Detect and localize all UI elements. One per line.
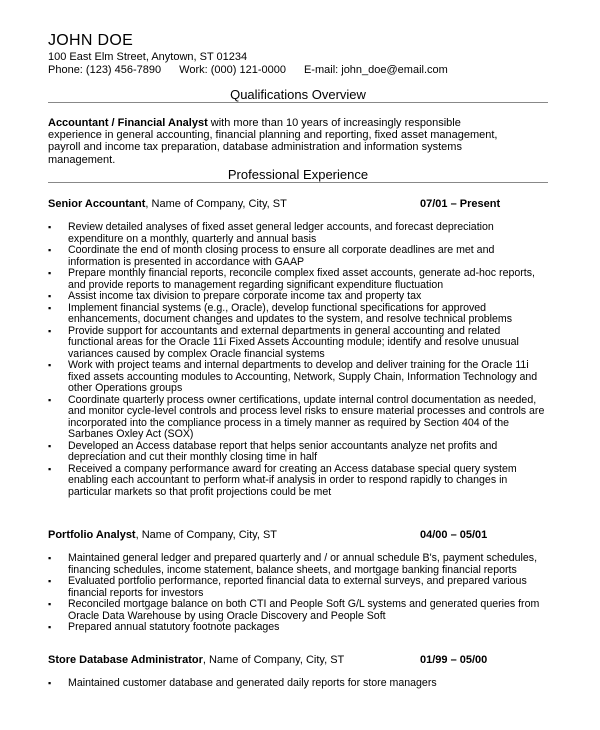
experience-heading: Professional Experience — [227, 167, 369, 182]
list-item: ▪ Review detailed analyses of fixed asset general ledger accounts, and forecast depreciation expenditure on a monthly, quarterly and annual basis — [48, 222, 548, 245]
list-item: ▪ Prepared annual statutory footnote packages — [48, 622, 548, 634]
list-item: ▪ Received a company performance award for creating an Access database special query system enabling each accountant to perform what-if analysis in order to respond rapidly to changes in particular markets so that profit projections could be met — [48, 464, 548, 499]
job-header — [48, 198, 548, 211]
contact-line — [48, 64, 448, 77]
job-title: Senior Accountant — [48, 198, 146, 210]
job-company: , Name of Company, City, ST — [202, 654, 345, 666]
address-line: 100 East Elm Street, Anytown, ST 01234 — [48, 51, 248, 63]
list-item: ▪ Work with project teams and internal departments to develop and deliver training for the Oracle 11i fixed assets accounting modules to Accounting, Network, Supply Chain, Information Technology and other Operations groups — [48, 360, 548, 395]
list-item: ▪ Coordinate the end of month closing process to ensure all corporate deadlines are met and information is presented in accordance with GAAP — [48, 245, 548, 268]
work-phone-text: Work: (000) 121-0000 — [179, 64, 286, 76]
job-bullets — [48, 553, 548, 634]
list-item: ▪ Coordinate quarterly process owner certifications, update internal control documentation as needed, and monitor cycle-level controls and process level risks to ensure material processes and controls are incorporated into the compliance process in a timely manner as required by Section 404 of the Sarbanes Oxley Act (SOX) — [48, 395, 548, 441]
job-dates: 04/00 – 05/01 — [420, 529, 488, 541]
job-dates: 01/99 – 05/00 — [420, 654, 488, 666]
job-header — [48, 654, 548, 667]
section-divider — [48, 182, 548, 183]
list-item: ▪ Evaluated portfolio performance, reported financial data to external surveys, and prepared various financial reports for investors — [48, 576, 548, 599]
job-company: , Name of Company, City, ST — [145, 198, 287, 210]
job-title: Portfolio Analyst — [48, 529, 136, 541]
list-item: ▪ Reconciled mortgage balance on both CTI and People Soft G/L systems and generated queries from Oracle Data Warehouse by using Oracle Discovery and People Soft — [48, 599, 548, 622]
job-company: , Name of Company, City, ST — [135, 529, 278, 541]
job-bullets — [48, 222, 548, 498]
qualifications-lead: Accountant / Financial Analyst — [48, 117, 208, 129]
list-item: ▪ Developed an Access database report that helps senior accountants analyze net profits and depreciation and cut their monthly closing time in half — [48, 441, 548, 464]
job-bullets — [48, 678, 548, 690]
job-title: Store Database Administrator — [48, 654, 203, 666]
list-item: ▪ Implement financial systems (e.g., Oracle), develop functional specifications for approved enhancements, document changes and updates to the system, and resolve technical problems — [48, 303, 548, 326]
list-item: ▪ Provide support for accountants and external departments in general accounting and related functional areas for the Oracle 11i Fixed Assets Accounting module; identify and resolve unusual variances caused by complex Oracle financial systems — [48, 326, 548, 361]
email-text: E-mail: john_doe@email.com — [303, 64, 448, 76]
list-item: ▪ Assist income tax division to prepare corporate income tax and property tax — [48, 291, 548, 303]
qualifications-heading: Qualifications Overview — [230, 87, 366, 102]
job-dates: 07/01 – Present — [420, 198, 501, 210]
job-header — [48, 529, 548, 542]
candidate-name: JOHN DOE — [48, 32, 134, 49]
section-divider — [48, 102, 548, 103]
qualifications-text: with more than 10 years of increasingly responsible experience in general accounting, financial planning and reporting, fixed asset management, payroll and income tax preparation, database administration and information systems management. — [48, 117, 498, 166]
qualifications-summary — [48, 117, 508, 166]
list-item: ▪ Maintained general ledger and prepared quarterly and / or annual schedule B's, payment schedules, financing schedules, income statement, balance sheets, and mortgage banking financial reports — [48, 553, 548, 576]
phone-text: Phone: (123) 456-7890 — [48, 64, 162, 76]
list-item: ▪ Maintained customer database and generated daily reports for store managers — [48, 678, 548, 690]
list-item: ▪ Prepare monthly financial reports, reconcile complex fixed asset accounts, generate ad-hoc reports, and provide reports to management regarding significant expenditure fluctuation — [48, 268, 548, 291]
